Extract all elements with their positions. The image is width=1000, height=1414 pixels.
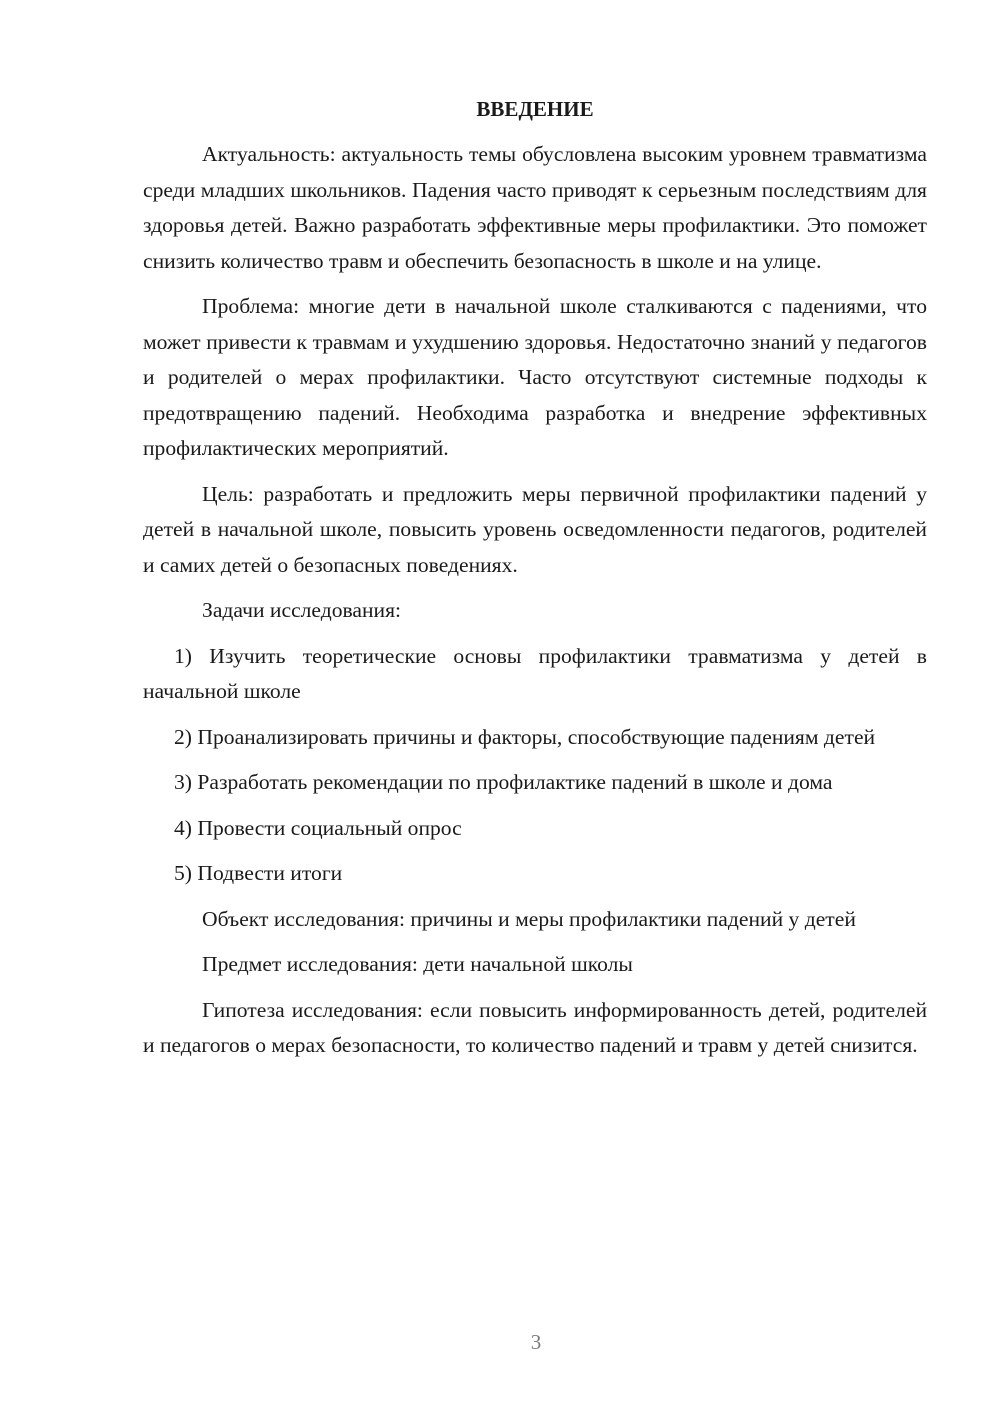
task-item-5: 5) Подвести итоги [174,861,343,885]
relevance-paragraph: Актуальность: актуальность темы обусловлена высоким уровнем травматизма среди младших школьников. Падения часто приводят к серьезным последствиям для здоровья детей. Важно разработать эффективные меры профилактики. Это поможет снизить количество травм и обеспечить безопасность в школе и на улице. [143,142,927,273]
document-title: ВВЕДЕНИЕ [476,97,594,121]
task-item-1: 1) Изучить теоретические основы профилактики травматизма у детей в начальной школе [143,643,927,703]
subject-paragraph: Предмет исследования: дети начальной школы [202,952,633,976]
problem-paragraph: Проблема: многие дети в начальной школе сталкиваются с падениями, что может привести к травмам и ухудшению здоровья. Недостаточно знаний у педагогов и родителей о мерах профилактики. Часто отсутствуют системные подходы к предотвращению падений. Необходима разработка и внедрение эффективных профилактических мероприятий. [143,294,927,460]
task-item-2: 2) Проанализировать причины и факторы, способствующие падениям детей [174,724,876,749]
goal-paragraph: Цель: разработать и предложить меры первичной профилактики падений у детей в начальной школе, повысить уровень осведомленности педагогов, родителей и самих детей о безопасных поведениях. [143,481,927,577]
tasks-heading: Задачи исследования: [202,598,402,622]
hypothesis-paragraph: Гипотеза исследования: если повысить информированность детей, родителей и педагогов о мерах безопасности, то количество падений и травм у детей снизится. [143,997,927,1057]
task-item-4: 4) Провести социальный опрос [174,815,462,840]
task-item-3: 3) Разработать рекомендации по профилактике падений в школе и дома [174,770,833,794]
page-number: 3 [530,1330,542,1354]
object-paragraph: Объект исследования: причины и меры профилактики падений у детей [202,906,856,931]
document-page [143,92,927,1064]
